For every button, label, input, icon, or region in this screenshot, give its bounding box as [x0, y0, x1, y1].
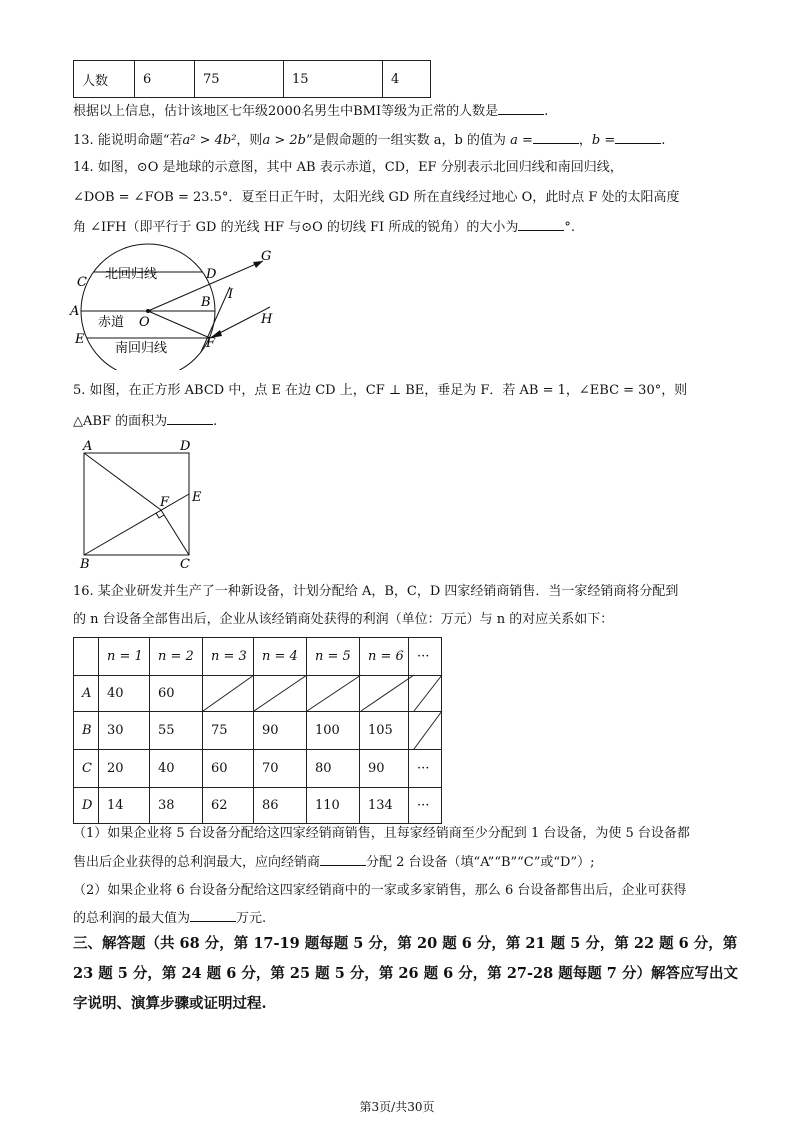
question-13	[73, 130, 665, 151]
segment-be	[84, 494, 189, 555]
q13-a-eq: a =	[510, 133, 533, 148]
answer-blank	[320, 852, 366, 866]
table-cell: 134	[360, 788, 409, 824]
q14-line1: 14. 如图，⊙O 是地球的示意图，其中 AB 表示赤道，CD，EF 分别表示北回归线和南回归线，	[73, 160, 623, 175]
empty-cell-slash	[254, 675, 307, 711]
empty-cell-slash	[203, 675, 254, 711]
answer-blank	[615, 130, 661, 144]
table-cell: 60	[203, 750, 254, 788]
table-cell: 55	[150, 712, 203, 750]
table-cell: 75	[195, 61, 284, 98]
q16-sub2-text-b: 万元.	[236, 911, 267, 926]
table-cell: 90	[254, 712, 307, 750]
label-south-tropic: 南回归线	[115, 341, 168, 356]
table-cell: 4	[383, 61, 431, 98]
q16-sub1-line2	[73, 852, 595, 873]
header-cell: n = 2	[150, 638, 203, 676]
top-table	[73, 60, 431, 98]
label-d: D	[180, 439, 191, 454]
header-cell: n = 6	[360, 638, 409, 676]
label-h: H	[261, 312, 273, 327]
table-cell: 90	[360, 750, 409, 788]
table-cell: 14	[99, 788, 150, 824]
q16-line2: 的 n 台设备全部售出后，企业从该经销商处获得的利润（单位：万元）与 n 的对应关系如下：	[73, 612, 614, 627]
label-i: I	[228, 287, 234, 302]
table-cell: 15	[284, 61, 383, 98]
table-cell: 75	[203, 712, 254, 750]
table-cell: 80	[307, 750, 360, 788]
label-d: D	[206, 267, 217, 282]
q13-sep: ，	[578, 133, 592, 148]
q13-text3: ”是假命题的一组实数 a，b 的值为	[305, 133, 506, 148]
q16-sub1-text-a: 售出后企业获得的总利润最大，应向经销商	[73, 855, 321, 870]
table-cell: 110	[307, 788, 360, 824]
square-abcd	[84, 453, 189, 555]
q16-line1: 16. 某企业研发并生产了一种新设备，计划分配给 A，B，C，D 四家经销商销售．当一家经销商将分配到	[73, 584, 679, 599]
header-cell: n = 4	[254, 638, 307, 676]
section3-line1: 三、解答题（共 68 分，第 17-19 题每题 5 分，第 20 题 6 分，第 21 题 5 分，第 22 题 6 分，第	[73, 935, 738, 952]
empty-cell-slash	[414, 711, 442, 749]
segment-cf	[161, 510, 189, 555]
header-cell: n = 3	[203, 638, 254, 676]
q15-line2-text: △ABF 的面积为	[73, 414, 168, 429]
q14-line3	[73, 217, 575, 238]
header-cell: n = 1	[99, 638, 150, 676]
label-c: C	[77, 275, 87, 290]
q12-tail	[73, 101, 548, 122]
table-row	[74, 61, 431, 98]
row-label: C	[74, 750, 99, 788]
answer-blank	[518, 217, 564, 231]
q16-sub2-line2	[73, 908, 266, 929]
label-e: E	[75, 332, 85, 347]
empty-cell-slashes	[73, 637, 445, 827]
q13-text2: ，则	[236, 133, 263, 148]
row-label: A	[74, 676, 99, 712]
section3-line2: 23 题 5 分，第 24 题 6 分，第 25 题 5 分，第 26 题 6 分，第 27-28 题每题 7 分）解答应写出文	[73, 965, 738, 982]
q16-sub2-text-a: 的总利润的最大值为	[73, 911, 191, 926]
q16-sub1-text-b: 分配 2 台设备（填“A”“B”“C”或“D”）;	[366, 855, 595, 870]
table-cell: 100	[307, 712, 360, 750]
q12-text: 根据以上信息，估计该地区七年级2000名男生中BMI等级为正常的人数是	[73, 104, 499, 119]
label-north-tropic: 北回归线	[105, 267, 158, 282]
row-label: B	[74, 712, 99, 750]
q14-line3-end: °.	[564, 220, 575, 235]
answer-blank	[167, 411, 213, 425]
q15-line2	[73, 411, 217, 432]
answer-blank	[498, 101, 544, 115]
table-cell: 38	[150, 788, 203, 824]
table-cell: ···	[409, 788, 442, 824]
center-o-dot	[146, 309, 150, 313]
row-label: D	[74, 788, 99, 824]
label-a: A	[83, 439, 93, 454]
header-cell: n = 5	[307, 638, 360, 676]
header-cell: ···	[409, 638, 442, 676]
table-cell: 30	[99, 712, 150, 750]
q15-line2-end: .	[213, 414, 218, 429]
q16-sub1-line1: （1）如果企业将 5 台设备分配给这四家经销商销售，且每家经销商至少分配到 1 台设备，为使 5 台设备都	[73, 826, 690, 841]
q13-condition: a² > 4b²	[182, 133, 237, 148]
empty-cell-slash	[307, 675, 361, 711]
table-cell: 60	[150, 676, 203, 712]
segment-af	[84, 453, 161, 510]
q12-end: .	[544, 104, 549, 119]
table-cell: ···	[409, 750, 442, 788]
q13-conclusion: a > 2b	[262, 133, 306, 148]
q16-sub2-line1: （2）如果企业将 6 台设备分配给这四家经销商中的一家或多家销售，那么 6 台设备都售出后，企业可获得	[73, 883, 687, 898]
empty-cell-slash	[414, 675, 442, 711]
table-cell: 40	[99, 676, 150, 712]
q13-b-eq: b =	[591, 133, 616, 148]
label-f: F	[160, 495, 170, 510]
q14-line3-text: 角 ∠IFH（即平行于 GD 的光线 HF 与⊙O 的切线 FI 所成的锐角）的大小为	[73, 220, 519, 235]
table-cell: 62	[203, 788, 254, 824]
q13-number: 13.	[73, 133, 94, 148]
q13-text1: 能说明命题“若	[97, 133, 183, 148]
label-f: F	[206, 336, 216, 351]
empty-cell-slash	[361, 675, 414, 711]
square-figure	[74, 436, 214, 572]
table-cell: 105	[360, 712, 409, 750]
q15-line1: 5. 如图，在正方形 ABCD 中，点 E 在边 CD 上，CF ⊥ BE，垂足为 F．若 AB = 1，∠EBC = 30°，则	[73, 383, 688, 398]
table-cell: 人数	[74, 61, 135, 98]
segment-of	[148, 311, 210, 338]
answer-blank	[533, 130, 579, 144]
label-a: A	[70, 304, 80, 319]
label-e: E	[192, 490, 202, 505]
label-o: O	[139, 315, 150, 330]
table-cell: 6	[135, 61, 195, 98]
label-g: G	[261, 249, 272, 264]
earth-figure	[60, 240, 300, 370]
label-b: B	[201, 295, 211, 310]
answer-blank	[190, 908, 236, 922]
section3-line3: 字说明、演算步骤或证明过程.	[73, 995, 267, 1012]
label-c: C	[180, 557, 190, 572]
table-cell: 20	[99, 750, 150, 788]
page-footer: 第3页/共30页	[359, 1100, 435, 1114]
q14-line2: ∠DOB = ∠FOB = 23.5°．夏至日正午时，太阳光线 GD 所在直线经过地心 O，此时点 F 处的太阳高度	[73, 190, 680, 205]
table-cell: 86	[254, 788, 307, 824]
label-b: B	[80, 557, 90, 572]
table-cell: 70	[254, 750, 307, 788]
q13-end: .	[661, 133, 666, 148]
table-cell: 40	[150, 750, 203, 788]
label-equator: 赤道	[98, 315, 125, 330]
